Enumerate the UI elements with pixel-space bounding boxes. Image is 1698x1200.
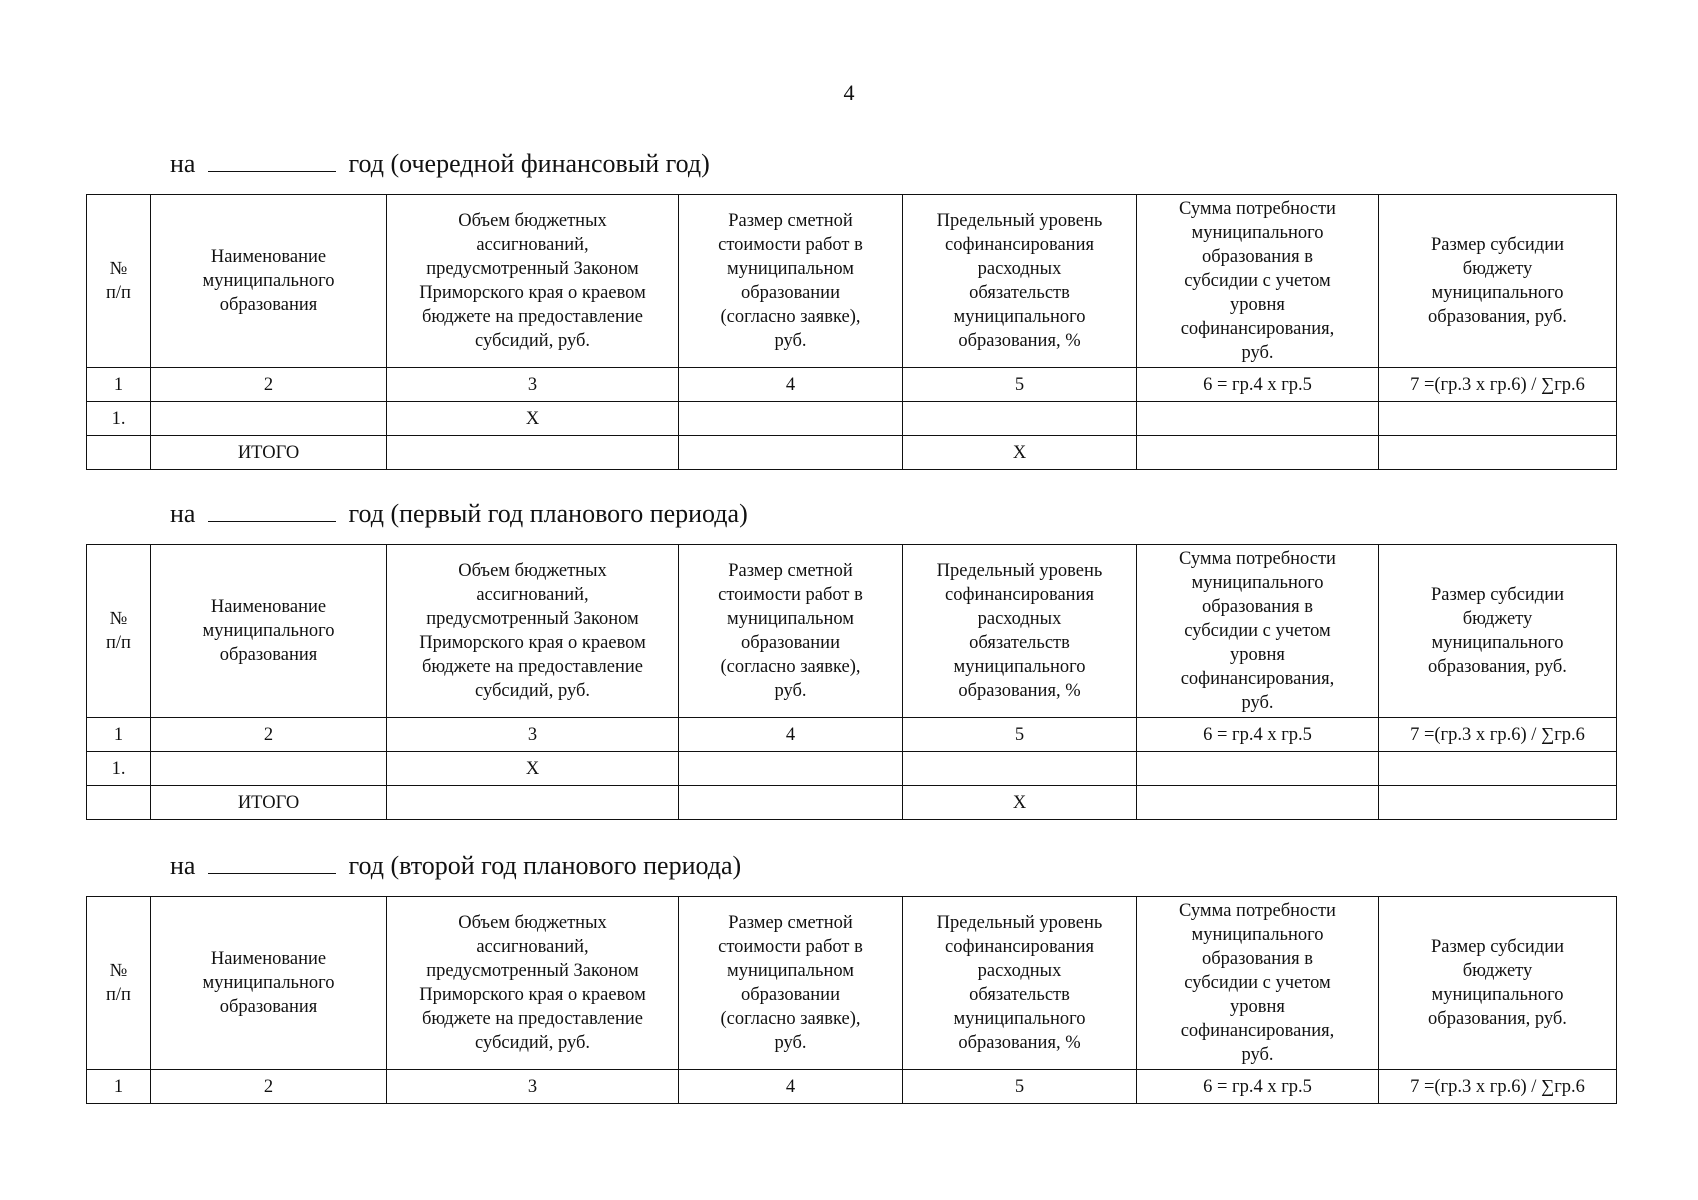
table-cell	[87, 436, 151, 470]
column-number-row	[87, 368, 1617, 402]
header-row	[87, 897, 1617, 1070]
year-blank-field[interactable]	[208, 149, 336, 172]
column-number: 6 = гр.4 х гр.5	[1137, 718, 1379, 752]
header-municipality-name: Наименование муниципального образования	[151, 897, 387, 1070]
table-cell[interactable]	[1137, 402, 1379, 436]
column-number: 5	[903, 1070, 1137, 1104]
section-title	[170, 850, 1616, 882]
subsidy-table	[86, 194, 1617, 470]
column-number-row	[87, 1070, 1617, 1104]
table-row	[87, 402, 1617, 436]
header-municipality-name: Наименование муниципального образования	[151, 545, 387, 718]
total-label: ИТОГО	[151, 786, 387, 820]
page-number: 4	[843, 80, 855, 105]
table-cell[interactable]	[903, 402, 1137, 436]
title-prefix: на	[170, 851, 196, 880]
table-cell: Х	[387, 402, 679, 436]
table-cell[interactable]	[679, 786, 903, 820]
table-cell: Х	[903, 436, 1137, 470]
column-number: 2	[151, 718, 387, 752]
column-number-row	[87, 718, 1617, 752]
table-cell[interactable]	[1379, 436, 1617, 470]
table-cell[interactable]	[1137, 436, 1379, 470]
title-suffix: год (очередной финансовый год)	[348, 149, 710, 178]
section-title	[170, 148, 1616, 180]
table-row	[87, 752, 1617, 786]
table-cell: Х	[387, 752, 679, 786]
table-cell[interactable]	[387, 786, 679, 820]
header-budget-allocations: Объем бюджетных ассигнований, предусмотренный Законом Приморского края о краевом бюджете на предоставление субсидий, руб.	[387, 897, 679, 1070]
column-number: 3	[387, 718, 679, 752]
header-number: № п/п	[87, 195, 151, 368]
total-label: ИТОГО	[151, 436, 387, 470]
section-current-year	[86, 148, 1616, 470]
column-number: 1	[87, 718, 151, 752]
header-subsidy-need: Сумма потребности муниципального образования в субсидии с учетом уровня софинансирования, руб.	[1137, 545, 1379, 718]
header-municipality-name: Наименование муниципального образования	[151, 195, 387, 368]
column-number: 7 =(гр.3 х гр.6) / ∑гр.6	[1379, 718, 1617, 752]
header-row	[87, 195, 1617, 368]
column-number: 1	[87, 368, 151, 402]
column-number: 6 = гр.4 х гр.5	[1137, 368, 1379, 402]
header-number: № п/п	[87, 545, 151, 718]
table-cell[interactable]	[679, 436, 903, 470]
subsidy-table	[86, 544, 1617, 820]
table-cell[interactable]	[1379, 786, 1617, 820]
table-cell[interactable]	[679, 402, 903, 436]
table-cell: 1.	[87, 752, 151, 786]
subsidy-table	[86, 896, 1617, 1104]
column-number: 3	[387, 368, 679, 402]
table-cell[interactable]	[903, 752, 1137, 786]
table-cell: 1.	[87, 402, 151, 436]
header-subsidy-amount: Размер субсидии бюджету муниципального образования, руб.	[1379, 195, 1617, 368]
title-prefix: на	[170, 149, 196, 178]
title-suffix: год (второй год планового периода)	[348, 851, 742, 880]
table-cell[interactable]	[1379, 402, 1617, 436]
column-number: 4	[679, 1070, 903, 1104]
header-cofinancing-level: Предельный уровень софинансирования расходных обязательств муниципального образования, %	[903, 545, 1137, 718]
header-subsidy-amount: Размер субсидии бюджету муниципального образования, руб.	[1379, 545, 1617, 718]
column-number: 2	[151, 1070, 387, 1104]
section-title	[170, 498, 1616, 530]
header-subsidy-need: Сумма потребности муниципального образования в субсидии с учетом уровня софинансирования, руб.	[1137, 195, 1379, 368]
header-cofinancing-level: Предельный уровень софинансирования расходных обязательств муниципального образования, %	[903, 897, 1137, 1070]
table-cell[interactable]	[387, 436, 679, 470]
column-number: 4	[679, 368, 903, 402]
header-budget-allocations: Объем бюджетных ассигнований, предусмотренный Законом Приморского края о краевом бюджете на предоставление субсидий, руб.	[387, 195, 679, 368]
title-suffix: год (первый год планового периода)	[348, 499, 748, 528]
year-blank-field[interactable]	[208, 851, 336, 874]
table-cell	[87, 786, 151, 820]
section-second-planning-year	[86, 850, 1616, 1104]
year-blank-field[interactable]	[208, 499, 336, 522]
section-first-planning-year	[86, 498, 1616, 820]
column-number: 4	[679, 718, 903, 752]
header-estimated-cost: Размер сметной стоимости работ в муниципальном образовании (согласно заявке), руб.	[679, 545, 903, 718]
table-cell[interactable]	[679, 752, 903, 786]
column-number: 2	[151, 368, 387, 402]
header-subsidy-need: Сумма потребности муниципального образования в субсидии с учетом уровня софинансирования, руб.	[1137, 897, 1379, 1070]
table-cell[interactable]	[151, 752, 387, 786]
column-number: 6 = гр.4 х гр.5	[1137, 1070, 1379, 1104]
header-cofinancing-level: Предельный уровень софинансирования расходных обязательств муниципального образования, %	[903, 195, 1137, 368]
table-cell[interactable]	[1379, 752, 1617, 786]
title-prefix: на	[170, 499, 196, 528]
total-row	[87, 436, 1617, 470]
table-cell[interactable]	[1137, 786, 1379, 820]
header-estimated-cost: Размер сметной стоимости работ в муниципальном образовании (согласно заявке), руб.	[679, 195, 903, 368]
header-number: № п/п	[87, 897, 151, 1070]
table-cell: Х	[903, 786, 1137, 820]
column-number: 5	[903, 368, 1137, 402]
total-row	[87, 786, 1617, 820]
table-cell[interactable]	[1137, 752, 1379, 786]
column-number: 7 =(гр.3 х гр.6) / ∑гр.6	[1379, 368, 1617, 402]
column-number: 1	[87, 1070, 151, 1104]
header-estimated-cost: Размер сметной стоимости работ в муниципальном образовании (согласно заявке), руб.	[679, 897, 903, 1070]
header-budget-allocations: Объем бюджетных ассигнований, предусмотренный Законом Приморского края о краевом бюджете на предоставление субсидий, руб.	[387, 545, 679, 718]
table-cell[interactable]	[151, 402, 387, 436]
column-number: 3	[387, 1070, 679, 1104]
column-number: 5	[903, 718, 1137, 752]
column-number: 7 =(гр.3 х гр.6) / ∑гр.6	[1379, 1070, 1617, 1104]
header-subsidy-amount: Размер субсидии бюджету муниципального образования, руб.	[1379, 897, 1617, 1070]
header-row	[87, 545, 1617, 718]
